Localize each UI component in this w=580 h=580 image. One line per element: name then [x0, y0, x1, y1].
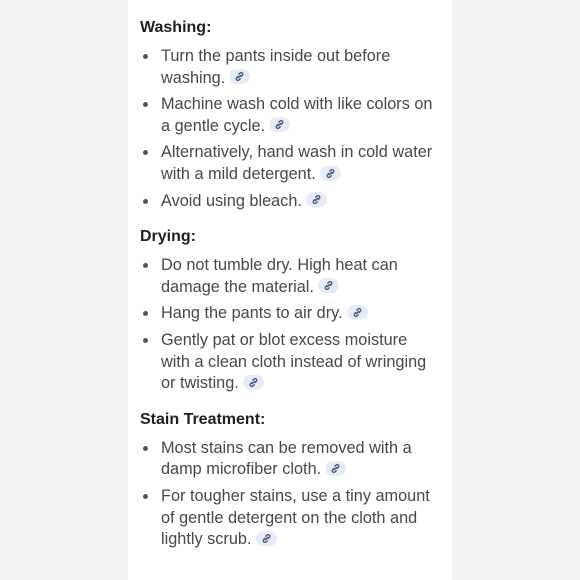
item-text: For tougher stains, use a tiny amount of gentle detergent on the cloth and lightly scrub. — [161, 486, 430, 549]
bullet-dot — [143, 150, 148, 155]
citation-chip[interactable] — [306, 192, 327, 207]
bullet-list — [140, 255, 440, 395]
list-item — [140, 94, 440, 137]
section-stain-treatment — [140, 409, 440, 551]
item-text: Machine wash cold with like colors on a gentle cycle. — [161, 95, 433, 135]
citation-chip[interactable] — [269, 117, 290, 132]
section-drying — [140, 226, 440, 395]
link-icon — [330, 464, 341, 473]
bullet-dot — [143, 446, 148, 451]
list-item — [140, 303, 440, 325]
item-text: Hang the pants to air dry. — [161, 304, 343, 323]
link-icon — [234, 72, 245, 81]
response-panel — [128, 0, 452, 580]
citation-chip[interactable] — [229, 69, 250, 84]
item-text: Gently pat or blot excess moisture with a clean cloth instead of wringing or twisting. — [161, 330, 427, 393]
citation-chip[interactable] — [256, 531, 277, 546]
item-text: Do not tumble dry. High heat can damage the material. — [161, 256, 398, 296]
list-item — [140, 46, 440, 89]
section-title: Drying: — [140, 228, 196, 246]
list-item — [140, 191, 440, 213]
bullet-dot — [143, 102, 148, 107]
citation-chip[interactable] — [347, 305, 368, 320]
item-text: Avoid using bleach. — [161, 191, 302, 210]
bullet-dot — [143, 311, 148, 316]
citation-chip[interactable] — [320, 166, 341, 181]
bullet-dot — [143, 263, 148, 268]
list-item — [140, 486, 440, 551]
link-icon — [248, 378, 259, 387]
link-icon — [261, 534, 272, 543]
bullet-dot — [143, 338, 148, 343]
citation-chip[interactable] — [318, 278, 339, 293]
bullet-list — [140, 46, 440, 212]
bullet-dot — [143, 199, 148, 204]
link-icon — [323, 281, 334, 290]
citation-chip[interactable] — [243, 375, 264, 390]
bullet-dot — [143, 494, 148, 499]
item-text: Most stains can be removed with a damp microfiber cloth. — [161, 438, 412, 479]
section-washing — [140, 17, 440, 212]
bullet-dot — [143, 54, 148, 59]
section-title: Washing: — [140, 19, 212, 36]
link-icon — [325, 169, 336, 178]
list-item — [140, 438, 440, 481]
item-text: Alternatively, hand wash in cold water with a mild detergent. — [161, 143, 433, 183]
bullet-list — [140, 438, 440, 551]
link-icon — [352, 308, 363, 317]
list-item — [140, 142, 440, 185]
item-text: Turn the pants inside out before washing. — [161, 47, 391, 87]
citation-chip[interactable] — [325, 461, 346, 476]
link-icon — [274, 120, 285, 129]
list-item — [140, 255, 440, 298]
link-icon — [311, 195, 322, 204]
section-title: Stain Treatment: — [140, 410, 266, 428]
list-item — [140, 330, 440, 395]
